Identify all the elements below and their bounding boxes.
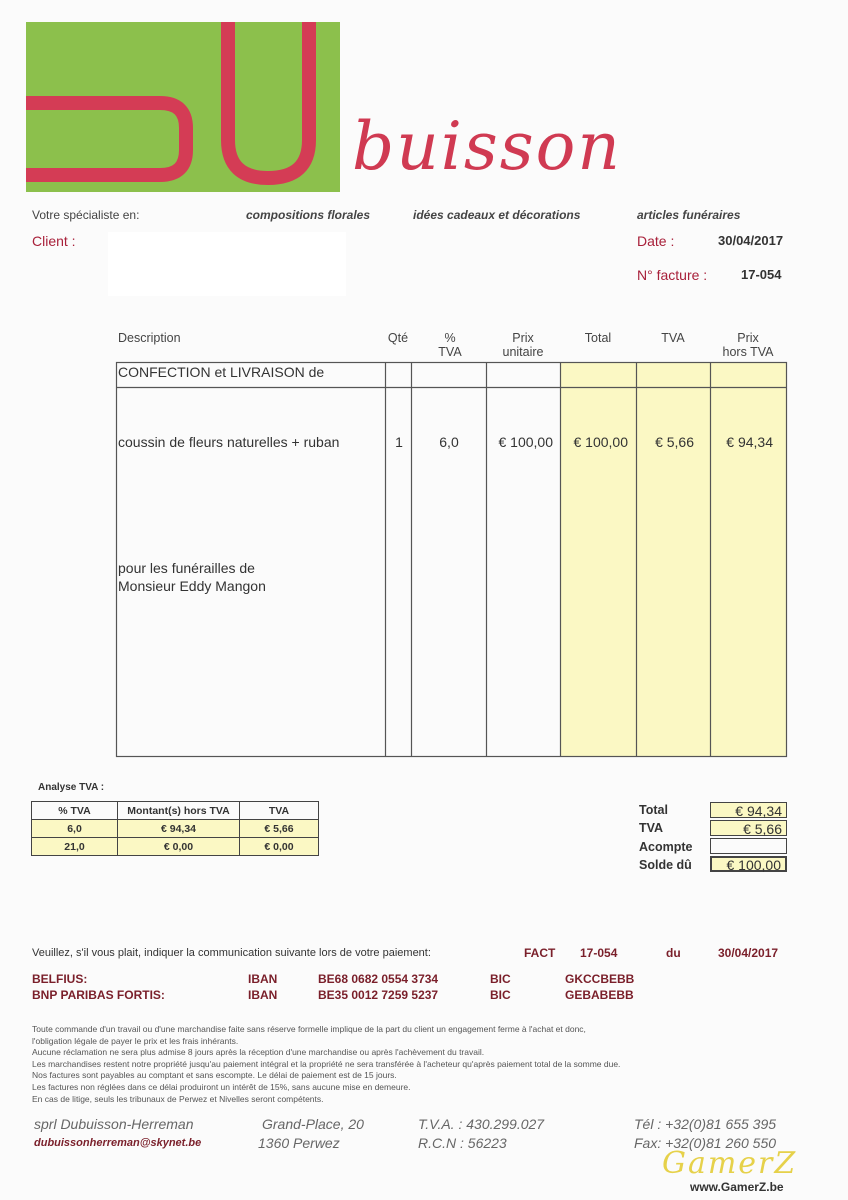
fact-label: FACT — [524, 946, 556, 960]
specialty-funeraires: articles funéraires — [637, 208, 741, 222]
solde-value: € 100,00 — [710, 856, 787, 872]
col-total: Total — [584, 331, 612, 345]
col-vat-pct-line2: TVA — [438, 345, 462, 359]
legal-line: Aucune réclamation ne sera plus admise 8 jours après la réception d'une marchandise ou après l'achèvement du travail. — [32, 1047, 485, 1058]
col-net-line1: Prix — [737, 331, 759, 345]
vat-h-pct: % TVA — [32, 802, 118, 820]
bic-value: GEBABEBB — [565, 988, 634, 1002]
note-funerailles: pour les funérailles de — [118, 560, 255, 576]
watermark-logo: GamerZ — [662, 1146, 798, 1181]
watermark-url: www.GamerZ.be — [690, 1180, 784, 1194]
vat-analysis-title: Analyse TVA : — [38, 782, 105, 793]
fact-value: 17-054 — [580, 946, 618, 960]
vat-row-pct: 6,0 — [32, 820, 118, 838]
legal-terms — [32, 1024, 712, 1105]
footer-company: sprl Dubuisson-Herreman — [34, 1116, 194, 1132]
vat-analysis-table — [31, 801, 319, 856]
bic-value: GKCCBEBB — [565, 972, 635, 986]
client-label: Client : — [32, 233, 76, 249]
legal-line: Nos factures sont payables au comptant et sans escompte. Le délai de paiement est de 15 jours. — [32, 1070, 397, 1081]
footer-tva: T.V.A. : 430.299.027 — [418, 1116, 545, 1132]
specialty-cadeaux: idées cadeaux et décorations — [413, 208, 581, 222]
footer-email: dubuissonherreman@skynet.be — [34, 1137, 202, 1149]
footer-tel: Tél : +32(0)81 655 395 — [634, 1116, 777, 1132]
item-vat-pct: 6,0 — [439, 434, 459, 450]
total-value: € 94,34 — [710, 802, 787, 818]
brand-name: buisson — [352, 108, 622, 185]
iban-value: BE35 0012 7259 5237 — [318, 988, 439, 1002]
date-value: 30/04/2017 — [718, 233, 784, 248]
vat-row-tva: € 0,00 — [240, 838, 319, 856]
col-qty: Qté — [387, 331, 409, 345]
legal-line: Les factures non réglées dans ce délai produiront un intérêt de 15%, sans aucune mise en demeure. — [32, 1081, 411, 1092]
legal-line: l'obligation légale de payer le prix et les frais inhérants. — [32, 1035, 239, 1046]
specialty-florales: compositions florales — [246, 208, 371, 222]
specialist-label: Votre spécialiste en: — [32, 208, 140, 222]
item-description: coussin de fleurs naturelles + ruban — [118, 434, 340, 450]
acompte-value — [710, 838, 787, 854]
item-tva: € 5,66 — [655, 434, 694, 450]
tva-total-value: € 5,66 — [710, 820, 787, 836]
vat-row-amount: € 0,00 — [118, 838, 240, 856]
legal-line: En cas de litige, seuls les tribunaux de Perwez et Nivelles seront compétents. — [32, 1093, 324, 1104]
item-unit-price: € 100,00 — [498, 434, 553, 450]
col-vat-pct-line1: % — [444, 331, 456, 345]
acompte-label: Acompte — [639, 840, 693, 854]
footer-rcn: R.C.N : 56223 — [418, 1135, 507, 1151]
legal-line: Toute commande d'un travail ou d'une marchandise faite sans réserve formelle implique de la part du client un engagement ferme à l'achat et donc, — [32, 1024, 586, 1034]
iban-label: IBAN — [248, 988, 278, 1002]
bank-name: BNP PARIBAS FORTIS: — [32, 988, 165, 1002]
vat-h-amount: Montant(s) hors TVA — [118, 802, 240, 820]
footer-address1: Grand-Place, 20 — [262, 1116, 364, 1132]
line-confection: CONFECTION et LIVRAISON de — [118, 364, 325, 380]
payment-instruction: Veuillez, s'il vous plait, indiquer la communication suivante lors de votre paiement: — [32, 947, 431, 959]
col-unit-line2: unitaire — [502, 345, 544, 359]
footer-fax: Fax: +32(0)81 260 550 — [634, 1135, 777, 1151]
item-total: € 100,00 — [573, 434, 628, 450]
vat-h-tva: TVA — [240, 802, 319, 820]
col-net-line2: hors TVA — [722, 345, 774, 359]
item-net-price: € 94,34 — [726, 434, 773, 450]
invoice-value: 17-054 — [741, 267, 782, 282]
footer-address2: 1360 Perwez — [258, 1135, 340, 1151]
solde-label: Solde dû — [639, 858, 692, 872]
vat-row — [32, 820, 319, 838]
col-description: Description — [118, 331, 181, 345]
col-unit-line1: Prix — [512, 331, 534, 345]
bic-label: BIC — [490, 988, 511, 1002]
iban-value: BE68 0682 0554 3734 — [318, 972, 439, 986]
note-name: Monsieur Eddy Mangon — [118, 578, 266, 594]
col-tva: TVA — [661, 331, 685, 345]
vat-row-tva: € 5,66 — [240, 820, 319, 838]
vat-row — [32, 838, 319, 856]
tva-total-label: TVA — [639, 821, 664, 835]
total-label: Total — [639, 803, 668, 817]
vat-row-amount: € 94,34 — [118, 820, 240, 838]
du-label: du — [666, 946, 681, 960]
du-value: 30/04/2017 — [718, 946, 779, 960]
bank-name: BELFIUS: — [32, 972, 88, 986]
date-label: Date : — [637, 233, 675, 249]
iban-label: IBAN — [248, 972, 278, 986]
vat-header-row — [32, 802, 319, 820]
invoice-label: N° facture : — [637, 267, 708, 283]
item-qty: 1 — [395, 434, 403, 450]
bic-label: BIC — [490, 972, 511, 986]
vat-row-pct: 21,0 — [32, 838, 118, 856]
legal-line: Les marchandises restent notre propriété jusqu'au paiement intégral et la propriété ne sera transférée à l'acheteur qu'après paiement total de la somme due. — [32, 1058, 621, 1069]
